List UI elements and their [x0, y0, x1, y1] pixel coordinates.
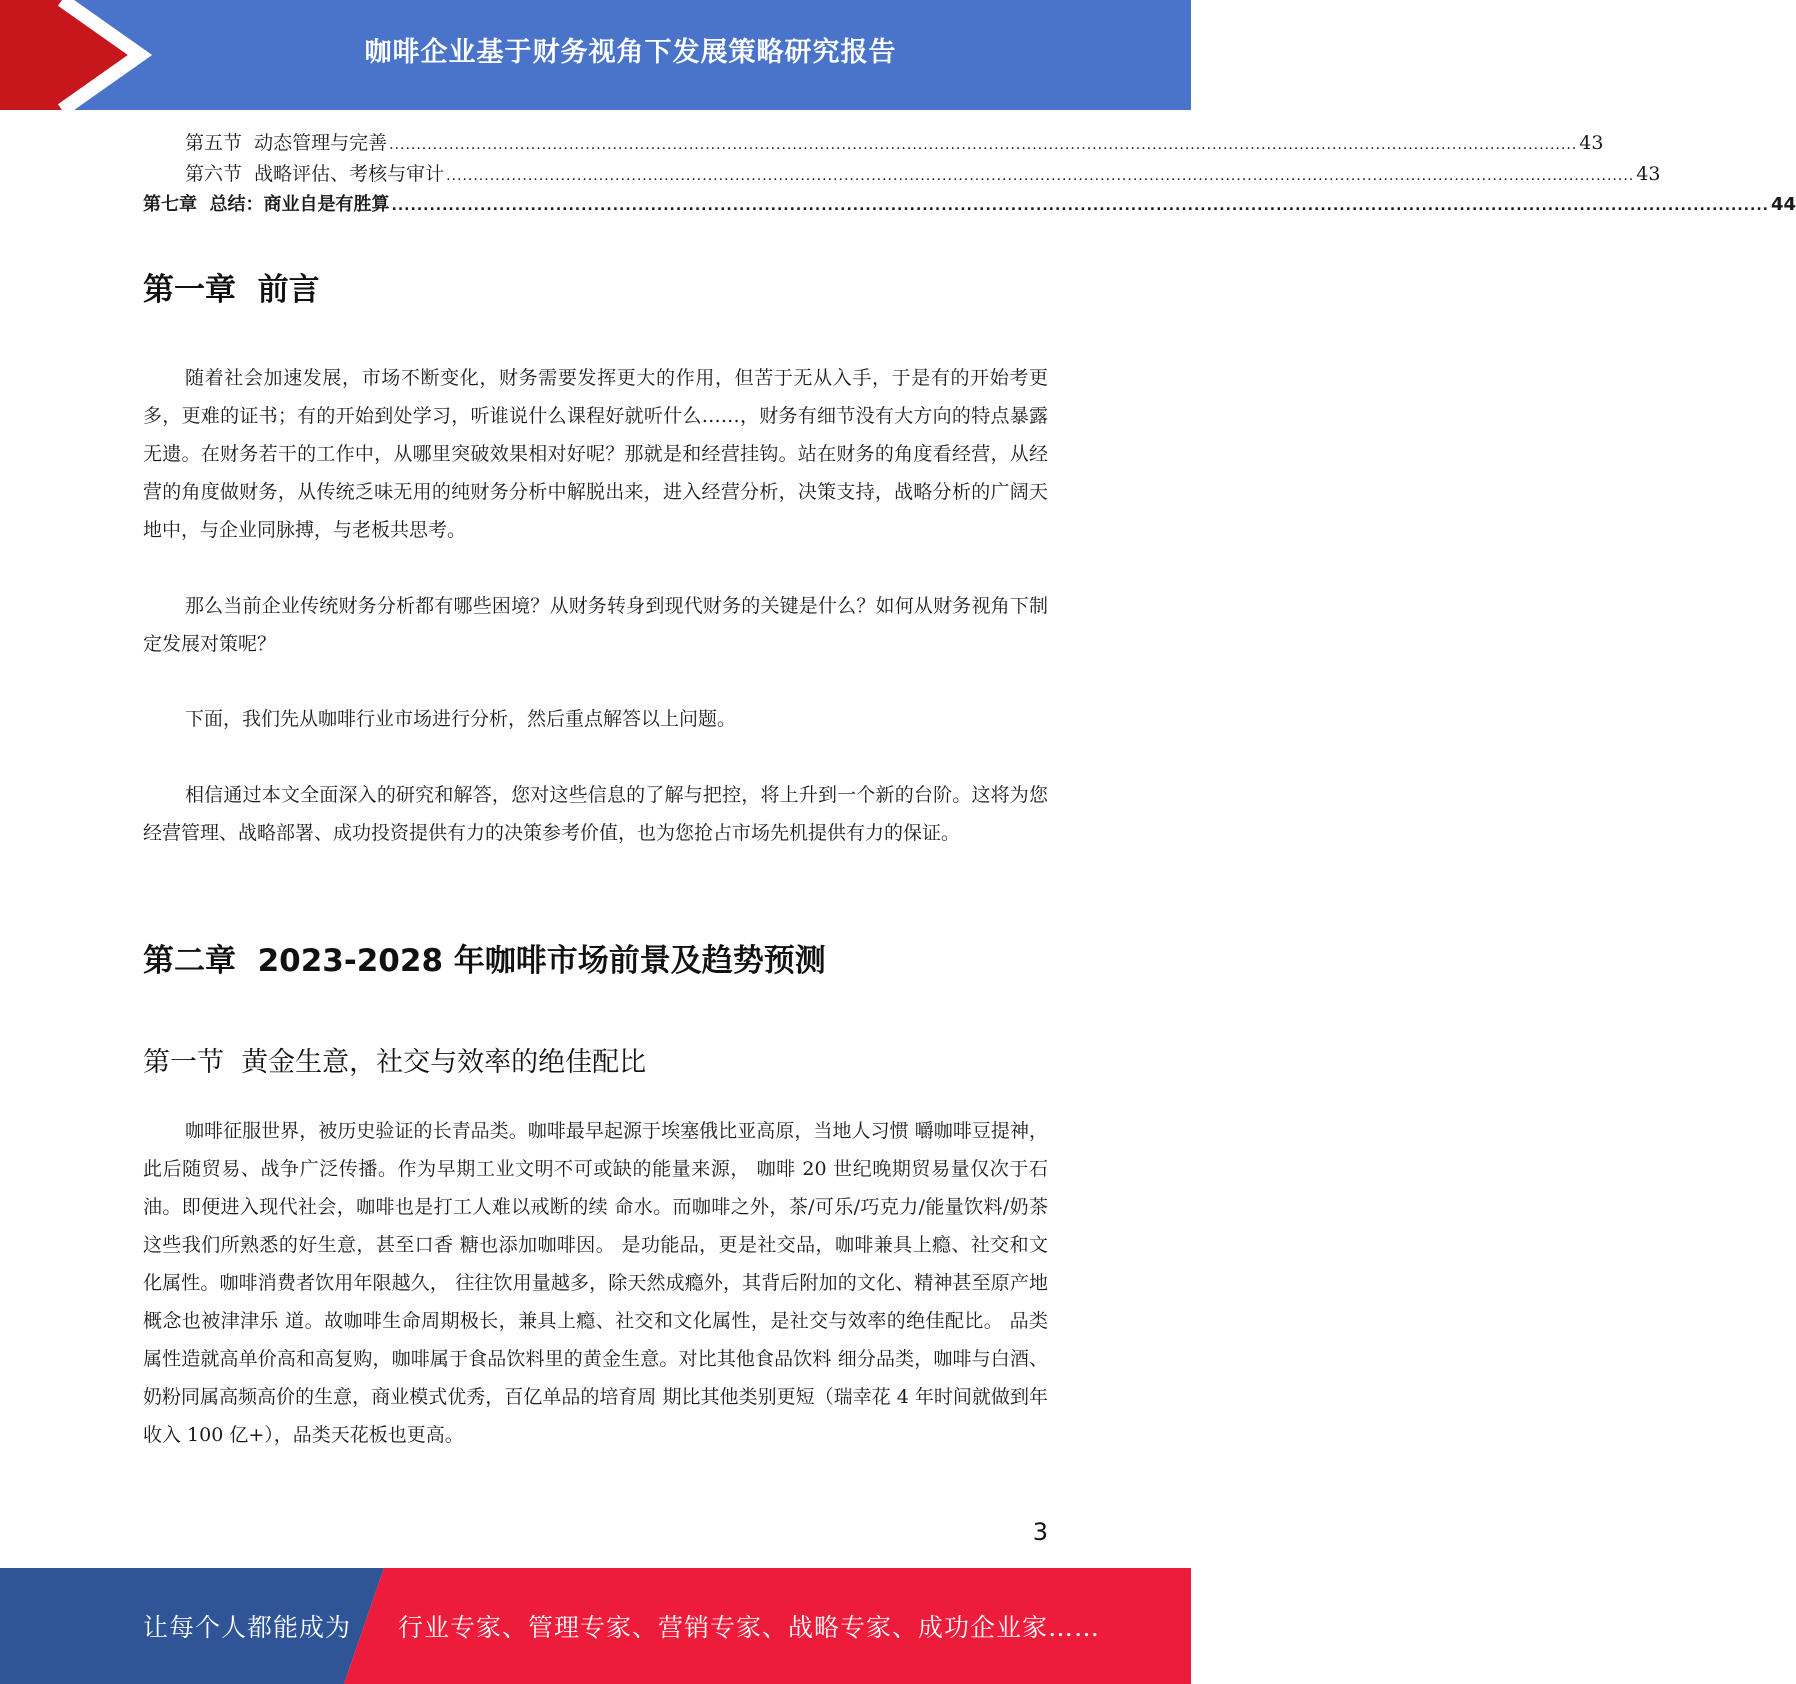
chapter-1-paragraph: 下面，我们先从咖啡行业市场进行分析，然后重点解答以上问题。 [185, 708, 737, 730]
toc-leader-dots: .......................................................................................................................................................................................................................... [446, 168, 1635, 184]
chapter-1-heading: 第一章 前言 [143, 272, 320, 308]
table-of-contents [143, 128, 1796, 221]
section-paragraph: 咖啡征服世界，被历史验证的长青品类。咖啡最早起源于埃塞俄比亚高原，当地人习惯 嚼咖啡豆提神，此后随贸易、战争广泛传播。作为早期工业文明不可或缺的能量来源， 咖啡 20 世纪晚期贸易量仅次于石油。即便进入现代社会，咖啡也是打工人难以戒断的续 命水。而咖啡之外，茶/可乐/巧克力/能量饮料/奶茶这些我们所熟悉的好生意，甚至口香 糖也添加咖啡因。 是功能品，更是社交品，咖啡兼具上瘾、社交和文化属性。咖啡消费者饮用年限越久， 往往饮用量越多，除天然成瘾外，其背后附加的文化、精神甚至原产地概念也被津津乐 道。故咖啡生命周期极长，兼具上瘾、社交和文化属性，是社交与效率的绝佳配比。 品类属性造就高单价高和高复购，咖啡属于食品饮料里的黄金生意。对比其他食品饮料 细分品类，咖啡与白酒、奶粉同属高频高价的生意，商业模式优秀，百亿单品的培育周 期比其他类别更短（瑞幸花 4 年时间就做到年收入 100 亿+），品类天花板也更高。 [143, 1120, 1048, 1446]
chapter-2-heading: 第二章 2023-2028 年咖啡市场前景及趋势预测 [143, 943, 826, 979]
header-title: 咖啡企业基于财务视角下发展策略研究报告 [364, 37, 897, 68]
toc-row[interactable] [143, 159, 1661, 190]
page-header [0, 0, 1191, 110]
footer-slogan-left: 让每个人都能成为 [143, 1613, 352, 1642]
section-heading: 第一节 黄金生意，社交与效率的绝佳配比 [143, 1047, 647, 1078]
toc-leader-dots: .......................................................................................................................................................................................................................... [391, 198, 1769, 214]
toc-page-number: 43 [1579, 132, 1604, 154]
toc-leader-dots: .......................................................................................................................................................................................................................... [389, 137, 1578, 153]
footer-slogan-right: 行业专家、管理专家、营销专家、战略专家、成功企业家…… [398, 1613, 1101, 1642]
toc-page-number: 44 [1770, 194, 1796, 215]
toc-entry-title: 第七章 总结：商业自是有胜算 [143, 194, 390, 215]
page-number: 3 [1032, 1518, 1048, 1546]
toc-row[interactable] [143, 128, 1604, 159]
page-footer [0, 1568, 1191, 1684]
chapter-1-paragraph: 随着社会加速发展，市场不断变化，财务需要发挥更大的作用，但苦于无从入手，于是有的开始考更多，更难的证书；有的开始到处学习，听谁说什么课程好就听什么……，财务有细节没有大方向的特点暴露无遗。在财务若干的工作中，从哪里突破效果相对好呢？那就是和经营挂钩。站在财务的角度看经营，从经营的角度做财务，从传统乏味无用的纯财务分析中解脱出来，进入经营分析，决策支持，战略分析的广阔天地中，与企业同脉搏，与老板共思考。 [143, 367, 1048, 541]
toc-page-number: 43 [1636, 163, 1661, 185]
chapter-1-paragraph: 相信通过本文全面深入的研究和解答，您对这些信息的了解与把控，将上升到一个新的台阶。这将为您经营管理、战略部署、成功投资提供有力的决策参考价值，也为您抢占市场先机提供有力的保证。 [143, 784, 1048, 844]
toc-entry-title: 第五节 动态管理与完善 [185, 132, 388, 154]
toc-row[interactable] [143, 190, 1796, 221]
chapter-1-paragraph: 那么当前企业传统财务分析都有哪些困境？从财务转身到现代财务的关键是什么？如何从财务视角下制定发展对策呢？ [143, 595, 1048, 655]
toc-entry-title: 第六节 战略评估、考核与审计 [185, 163, 445, 185]
